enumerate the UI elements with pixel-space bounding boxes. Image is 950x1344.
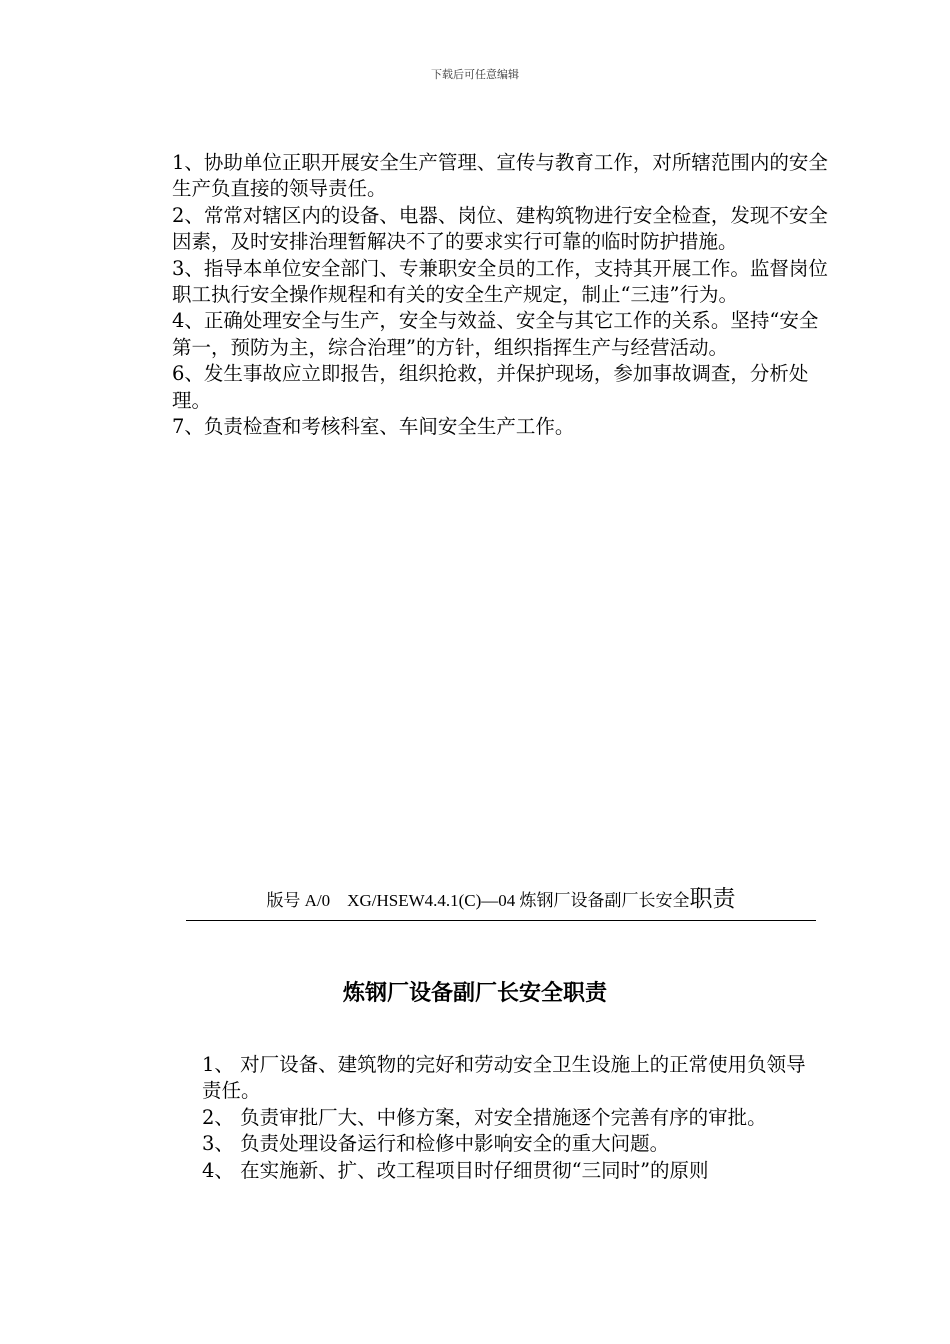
download-editable-watermark: 下载后可任意编辑 (431, 68, 519, 81)
list-item: 6、发生事故应立即报告，组织抢救，并保护现场，参加事故调查，分析处理。 (172, 362, 809, 412)
list-item: 2、常常对辖区内的设备、电器、岗位、建构筑物进行安全检查，发现不安全因素，及时安排治理暂解决不了的要求实行可靠的临时防护措施。 (172, 203, 828, 254)
list-item: 1、协助单位正职开展安全生产管理、宣传与教育工作，对所辖范围内的安全生产负直接的领导责任。 (172, 151, 828, 201)
list-item: 3、 负责处理设备运行和检修中影响安全的重大问题。 (202, 1132, 670, 1156)
document-header-code: 版号 A/0 XG/HSEW4.4.1(C)—04 炼钢厂设备副厂长安全 (266, 891, 690, 910)
page-title: 炼钢厂设备副厂长安全职责 (342, 980, 607, 1006)
document-header (186, 880, 816, 913)
responsibilities-list (202, 1052, 814, 1184)
header-divider (186, 920, 816, 921)
list-item: 4、正确处理安全与生产，安全与效益、安全与其它工作的关系。坚持“安全第一，预防为主，综合治理”的方针，组织指挥生产与经营活动。 (172, 309, 819, 359)
list-item: 4、 在实施新、扩、改工程项目时仔细贯彻“三同时”的原则 (202, 1158, 709, 1182)
responsibilities-list-previous (172, 150, 832, 440)
list-item: 7、负责检查和考核科室、车间安全生产工作。 (172, 415, 575, 439)
list-item: 2、 负责审批厂大、中修方案，对安全措施逐个完善有序的审批。 (202, 1105, 767, 1129)
list-item: 3、指导本单位安全部门、专兼职安全员的工作，支持其开展工作。监督岗位职工执行安全操作规程和有关的安全生产规定，制止“三违”行为。 (172, 256, 828, 307)
document-header-tail: 职责 (689, 886, 736, 911)
list-item: 1、 对厂设备、建筑物的完好和劳动安全卫生设施上的正常使用负领导责任。 (202, 1053, 806, 1103)
